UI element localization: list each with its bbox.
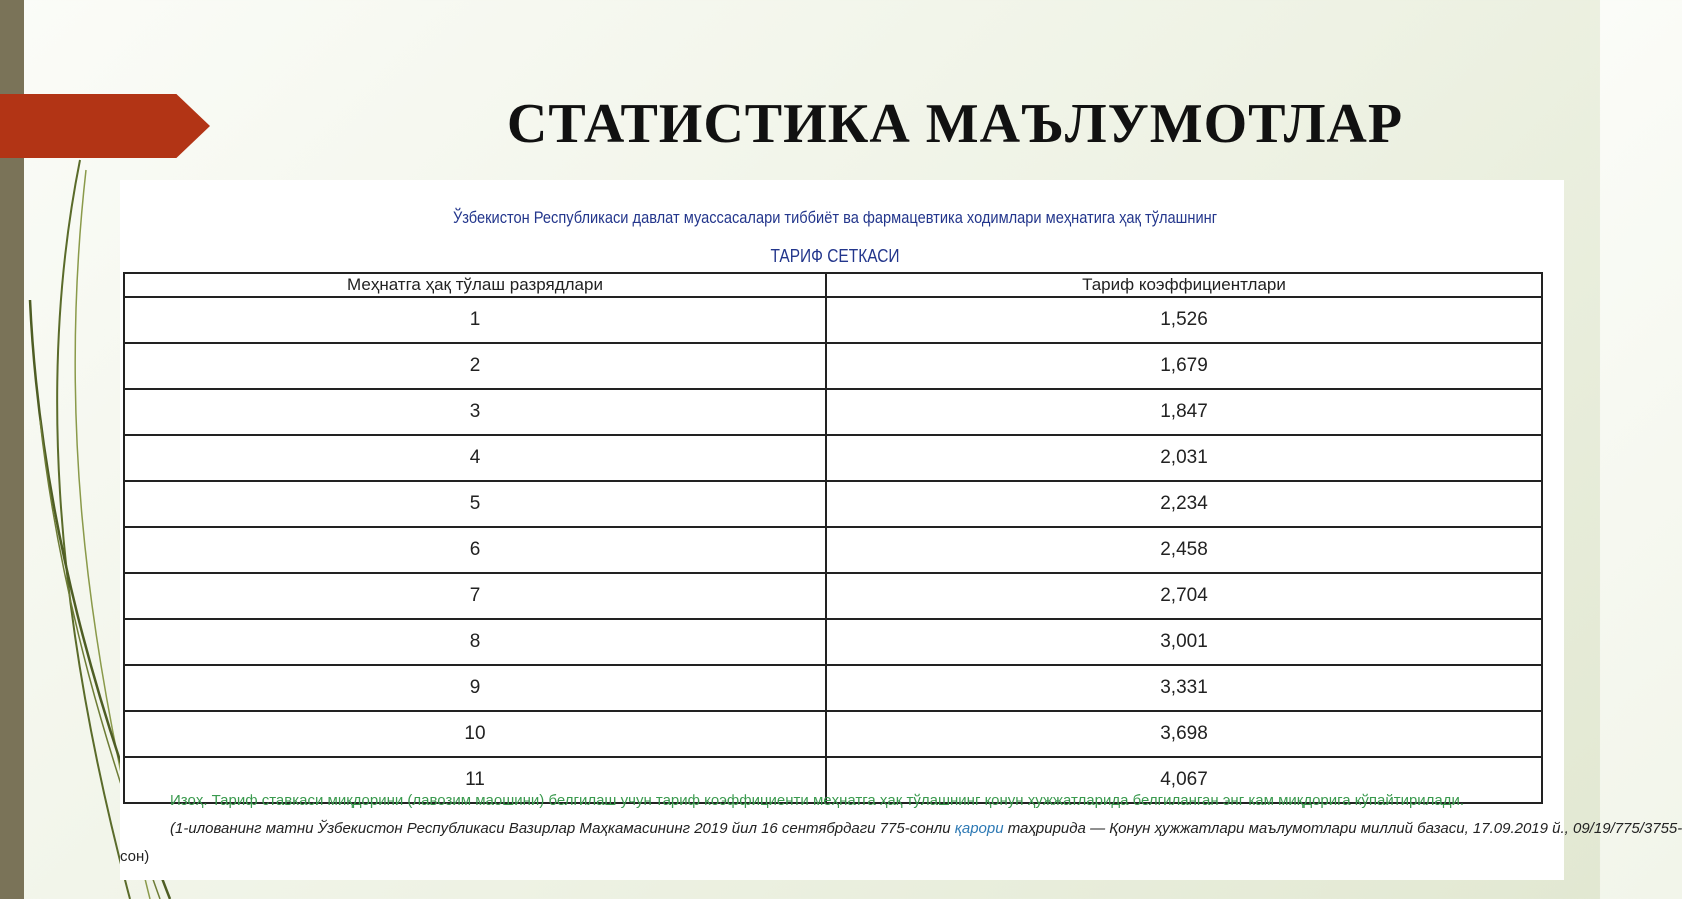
grade-cell: 9 <box>124 665 826 711</box>
grade-cell: 8 <box>124 619 826 665</box>
source-text-start: (1-илованинг матни Ўзбекистон Республикаси Вазирлар Маҳкамасининг 2019 йил 16 сентябрдаги 775-сонли <box>170 820 955 837</box>
table-row <box>124 297 1542 343</box>
coefficient-cell: 3,698 <box>826 711 1542 757</box>
table-row <box>124 665 1542 711</box>
column-header-coefficient: Тариф коэффициентлари <box>826 273 1542 297</box>
coefficient-cell: 1,847 <box>826 389 1542 435</box>
coefficient-cell: 1,526 <box>826 297 1542 343</box>
slide-title: СТАТИСТИКА МАЪЛУМОТЛАР <box>506 93 1404 155</box>
table-row <box>124 711 1542 757</box>
document-heading: Ўзбекистон Республикаси давлат муассасалари тиббиёт ва фармацевтика ходимлари меҳнатига ҳақ тўлашнинг <box>452 208 1218 227</box>
table-row <box>124 481 1542 527</box>
coefficient-cell: 2,458 <box>826 527 1542 573</box>
grade-cell: 5 <box>124 481 826 527</box>
table-row <box>124 573 1542 619</box>
grade-cell: 10 <box>124 711 826 757</box>
source-link[interactable]: қарори <box>954 820 1004 837</box>
table-row <box>124 343 1542 389</box>
column-header-grade: Меҳнатга ҳақ тўлаш разрядлари <box>124 273 826 297</box>
source-text-end: таҳририда — Қонун ҳужжатлари маълумотлари миллий базаси, 17.09.2019 й., 09/19/775/3755- <box>1003 820 1682 837</box>
source-citation-tail: сон) <box>120 848 150 865</box>
grade-cell: 7 <box>124 573 826 619</box>
coefficient-cell: 2,031 <box>826 435 1542 481</box>
title-arrow-shape <box>0 94 210 158</box>
table-row <box>124 435 1542 481</box>
grade-cell: 11 <box>124 757 826 803</box>
grade-cell: 2 <box>124 343 826 389</box>
table-note: Изоҳ. Тариф ставкаси миқдорини (лавозим маошини) белгилаш учун тариф коэффициенти меҳнатга ҳақ тўлашнинг қонун ҳужжатларида белгиланган энг кам миқдорига кўпайтирилади. <box>170 792 1465 809</box>
table-row <box>124 389 1542 435</box>
grade-cell: 1 <box>124 297 826 343</box>
grade-cell: 6 <box>124 527 826 573</box>
coefficient-cell: 2,704 <box>826 573 1542 619</box>
table-header-row <box>124 273 1542 297</box>
table-row <box>124 619 1542 665</box>
tariff-table <box>123 272 1543 804</box>
coefficient-cell: 2,234 <box>826 481 1542 527</box>
document-subheading: ТАРИФ СЕТКАСИ <box>770 246 900 266</box>
table-row <box>124 527 1542 573</box>
grade-cell: 3 <box>124 389 826 435</box>
coefficient-cell: 3,001 <box>826 619 1542 665</box>
grade-cell: 4 <box>124 435 826 481</box>
source-citation <box>170 820 1682 837</box>
coefficient-cell: 1,679 <box>826 343 1542 389</box>
coefficient-cell: 3,331 <box>826 665 1542 711</box>
coefficient-cell: 4,067 <box>826 757 1542 803</box>
document-image <box>120 180 1682 880</box>
